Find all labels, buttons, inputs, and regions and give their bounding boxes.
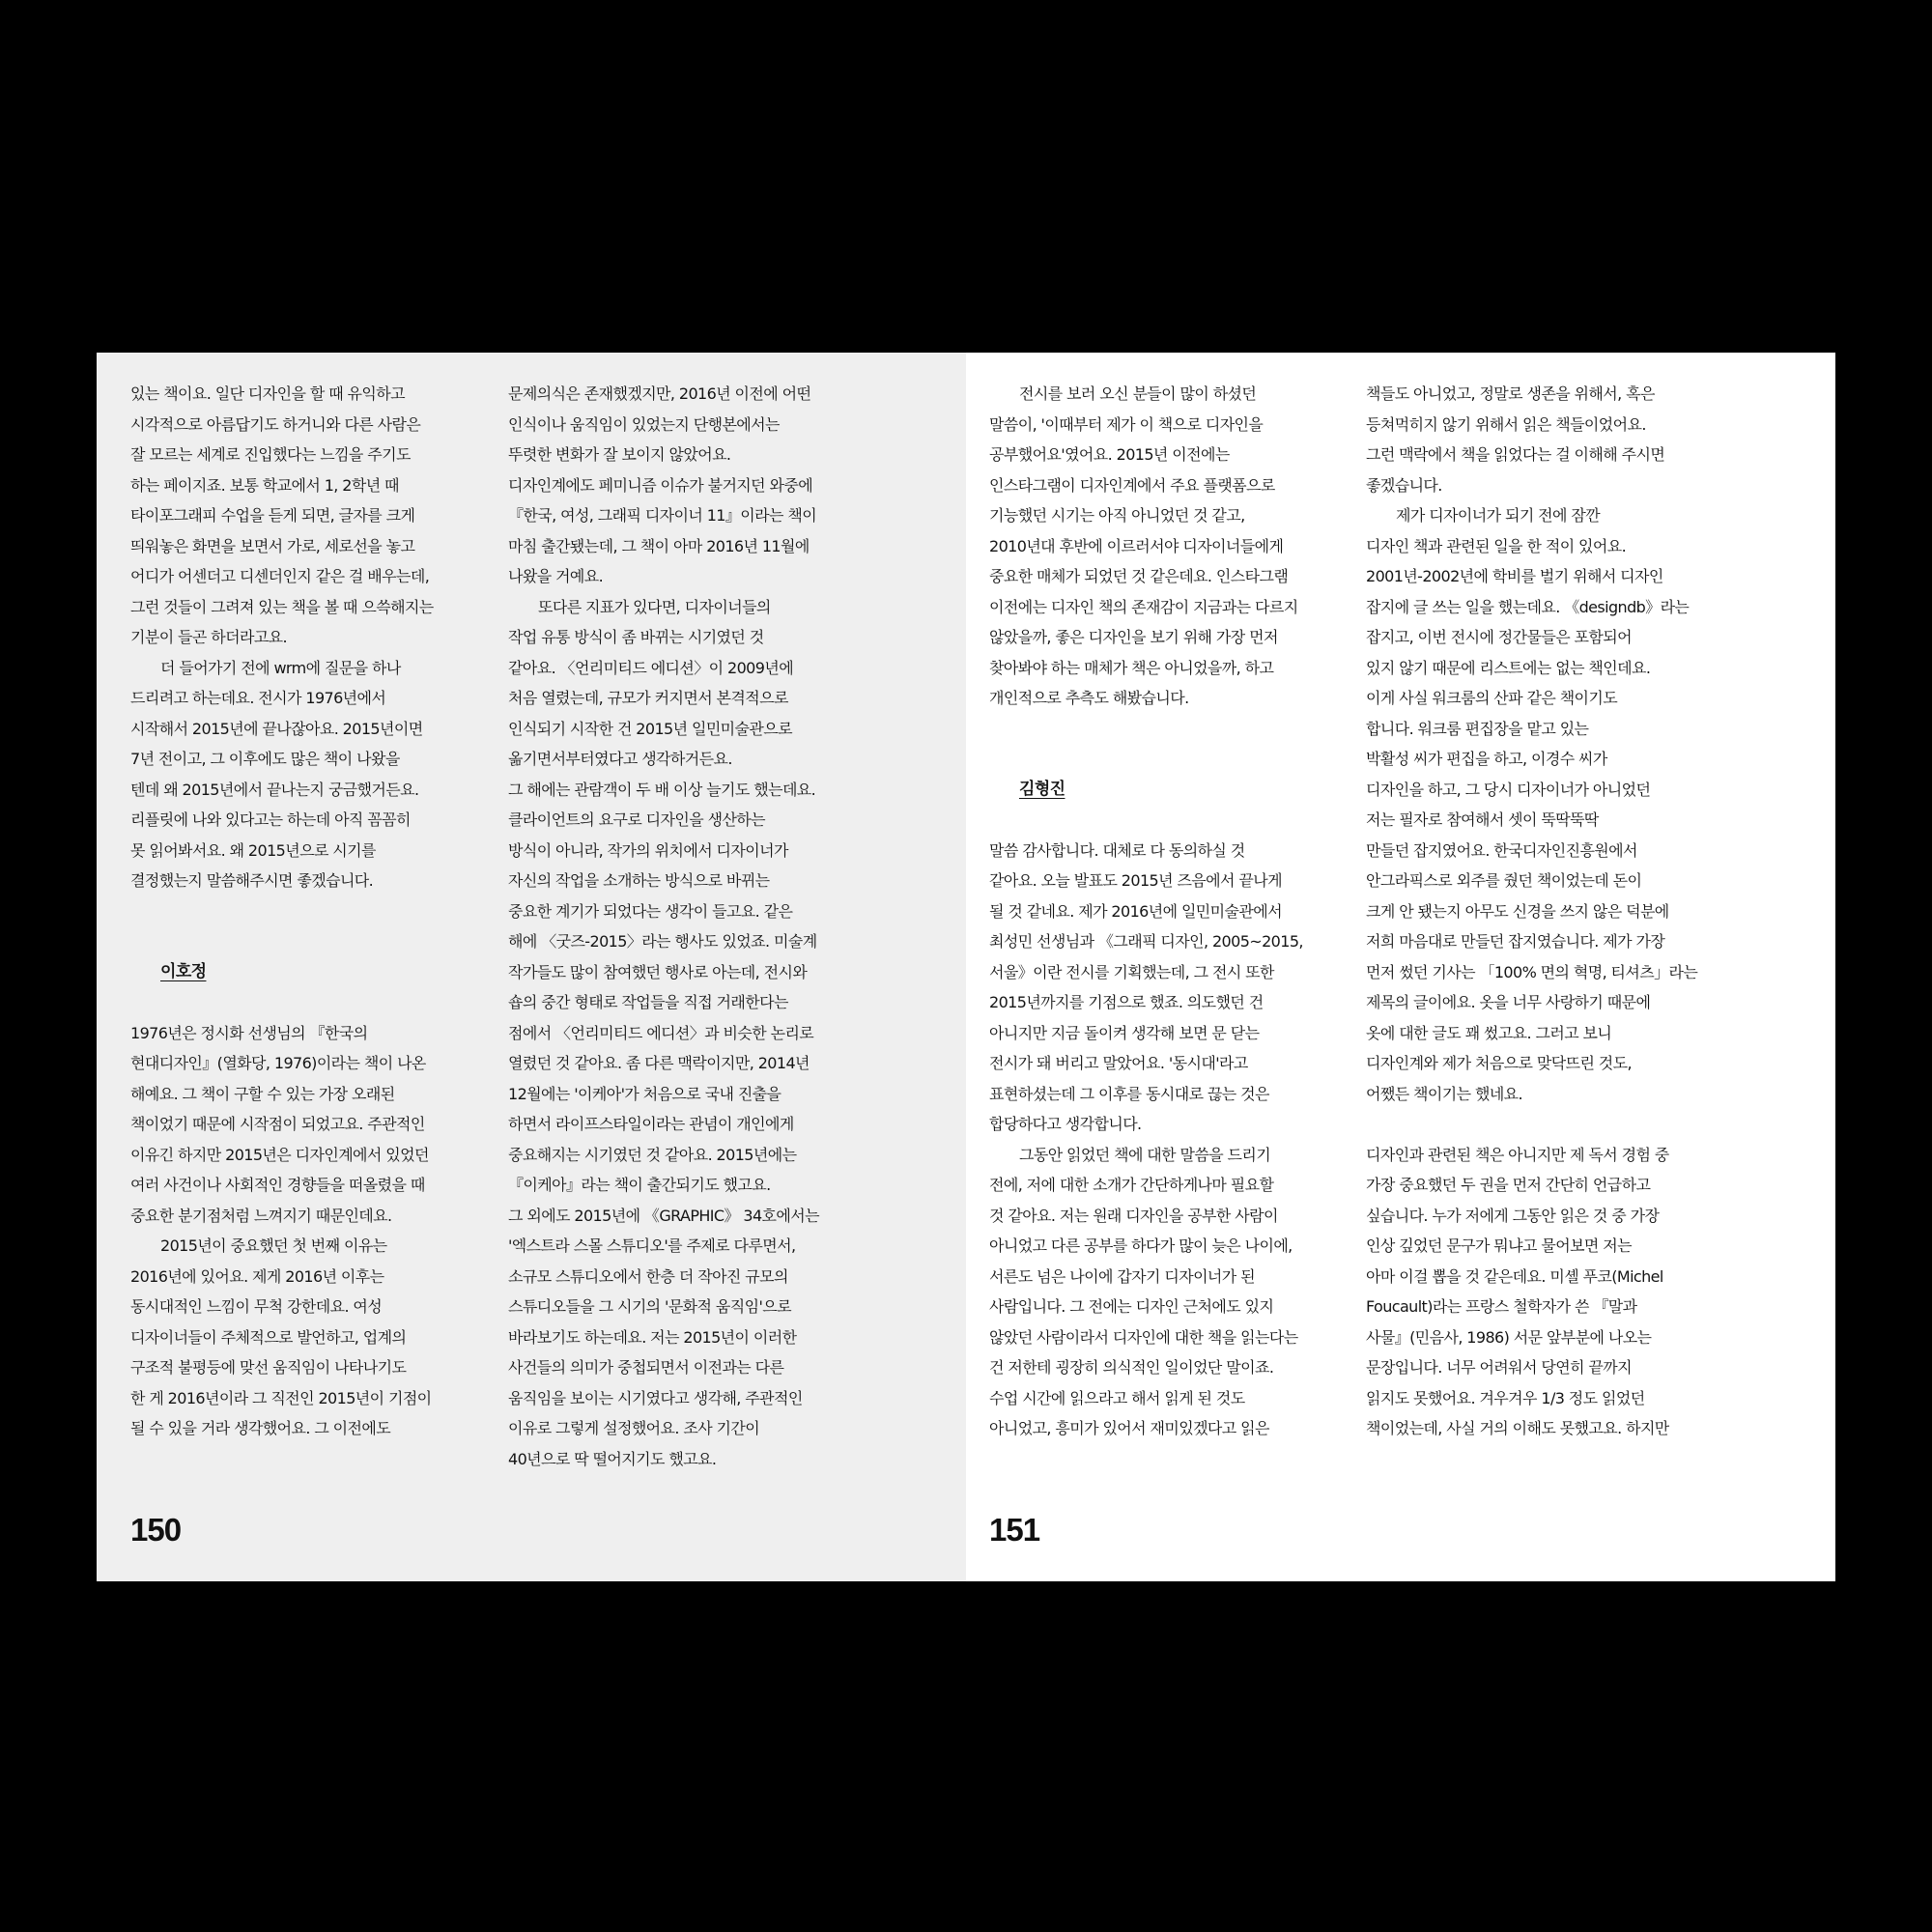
text-line: 공부했어요'였어요. 2015년 이전에는 (989, 445, 1230, 464)
text-line: 열렸던 것 같아요. 좀 다른 맥락이지만, 2014년 (508, 1054, 810, 1072)
text-line: 디자이너들이 주체적으로 발언하고, 업계의 (130, 1327, 407, 1347)
text-line: 작가들도 많이 참여했던 행사로 아는데, 전시와 (508, 962, 808, 981)
text-line: 먼저 썼던 기사는 「100% 면의 혁명, 티셔츠」라는 (1366, 962, 1698, 981)
text-line: 한 게 2016년이라 그 직전인 2015년이 기점이 (130, 1388, 432, 1407)
text-line: 될 것 같네요. 제가 2016년에 일민미술관에서 (989, 901, 1282, 921)
text-line: 어디가 어센더고 디센더인지 같은 걸 배우는데, (130, 567, 430, 585)
text-line: 인상 깊었던 문구가 뭐냐고 물어보면 저는 (1366, 1236, 1632, 1255)
text-line: 싶습니다. 누가 저에게 그동안 읽은 것 중 가장 (1366, 1206, 1660, 1225)
text-line: 타이포그래피 수업을 듣게 되면, 글자를 크게 (130, 506, 415, 525)
page-number: 150 (130, 1512, 182, 1548)
text-line: 책들도 아니었고, 정말로 생존을 위해서, 혹은 (1366, 384, 1655, 403)
text-line: 아니었고 다른 공부를 하다가 많이 늦은 나이에, (989, 1236, 1293, 1255)
text-line: 제가 디자이너가 되기 전에 잠깐 (1396, 506, 1601, 525)
text-line: 않았던 사람이라서 디자인에 대한 책을 읽는다는 (989, 1327, 1298, 1347)
text-line: 그런 맥락에서 책을 읽었다는 걸 이해해 주시면 (1366, 445, 1665, 464)
text-line: 바라보기도 하는데요. 저는 2015년이 이러한 (508, 1327, 797, 1347)
text-line: 2015년까지를 기점으로 했죠. 의도했던 건 (989, 993, 1264, 1011)
text-line: 마침 출간됐는데, 그 책이 아마 2016년 11월에 (508, 536, 810, 555)
text-line: 디자인을 하고, 그 당시 디자이너가 아니었던 (1366, 780, 1651, 799)
text-line: 스튜디오들을 그 시기의 '문화적 움직임'으로 (508, 1297, 791, 1316)
text-line: 그동안 읽었던 책에 대한 말씀을 드리기 (1019, 1145, 1271, 1164)
blank-line (130, 926, 470, 957)
page-151 (966, 353, 1835, 1581)
text-line: 디자인계와 제가 처음으로 맞닥뜨린 것도, (1366, 1054, 1632, 1072)
text-line: 하는 페이지죠. 보통 학교에서 1, 2학년 때 (130, 475, 399, 495)
blank-line (989, 744, 1329, 775)
text-line: 옷에 대한 글도 꽤 썼고요. 그러고 보니 (1366, 1023, 1612, 1042)
text-line: 클라이언트의 요구로 디자인을 생산하는 (508, 810, 766, 829)
page-151-column-2 (1366, 379, 1706, 1444)
text-line: 가장 중요했던 두 권을 먼저 간단히 언급하고 (1366, 1176, 1651, 1194)
text-line: 이게 사실 워크룸의 산파 같은 책이기도 (1366, 689, 1618, 707)
text-line: 잡지고, 이번 전시에 정간물들은 포함되어 (1366, 628, 1632, 646)
text-line: 자신의 작업을 소개하는 방식으로 바뀌는 (508, 871, 770, 890)
text-line: 인식되기 시작한 건 2015년 일민미술관으로 (508, 719, 792, 738)
page-150-column-1 (130, 379, 470, 1444)
text-line: 등쳐먹히지 않기 위해서 읽은 책들이었어요. (1366, 414, 1646, 434)
text-line: 잡지에 글 쓰는 일을 했는데요. 《designdb》라는 (1366, 597, 1690, 616)
text-line: 나왔을 거예요. (508, 567, 604, 585)
text-line: 사람입니다. 그 전에는 디자인 근처에도 있지 (989, 1297, 1274, 1316)
text-line: 그 해에는 관람객이 두 배 이상 늘기도 했는데요. (508, 780, 816, 799)
text-line: 전에, 저에 대한 소개가 간단하게나마 필요할 (989, 1176, 1274, 1194)
text-line: 못 읽어봐서요. 왜 2015년으로 시기를 (130, 840, 376, 860)
text-line: 있는 책이요. 일단 디자인을 할 때 유익하고 (130, 384, 405, 403)
text-line: 서른도 넘은 나이에 갑자기 디자이너가 된 (989, 1266, 1255, 1286)
text-line: 같아요. 〈언리미티드 에디션〉이 2009년에 (508, 658, 794, 677)
text-line: 말씀 감사합니다. 대체로 다 동의하실 것 (989, 840, 1245, 860)
text-line: 저는 필자로 참여해서 셋이 뚝딱뚝딱 (1366, 810, 1599, 829)
text-line: 드리려고 하는데요. 전시가 1976년에서 (130, 689, 386, 707)
text-line: 수업 시간에 읽으라고 해서 읽게 된 것도 (989, 1388, 1245, 1407)
text-line: 만들던 잡지였어요. 한국디자인진흥원에서 (1366, 840, 1637, 860)
text-line: 40년으로 딱 떨어지기도 했고요. (508, 1449, 717, 1468)
text-line: 7년 전이고, 그 이후에도 많은 책이 나왔을 (130, 750, 400, 768)
text-line: 2001년-2002년에 학비를 벌기 위해서 디자인 (1366, 567, 1663, 585)
book-spread (97, 353, 1835, 1581)
text-line: 더 들어가기 전에 wrm에 질문을 하나 (160, 658, 401, 677)
text-line: 디자인 책과 관련된 일을 한 적이 있어요. (1366, 536, 1627, 555)
text-line: 디자인과 관련된 책은 아니지만 제 독서 경험 중 (1366, 1145, 1669, 1164)
text-line: 읽지도 못했어요. 겨우겨우 1/3 정도 읽었던 (1366, 1388, 1645, 1407)
page-151-column-1 (989, 379, 1329, 1444)
text-line: 저희 마음대로 만들던 잡지였습니다. 제가 가장 (1366, 932, 1665, 951)
text-line: 같아요. 오늘 발표도 2015년 즈음에서 끝나게 (989, 871, 1282, 890)
text-line: 『이케아』라는 책이 출간되기도 했고요. (508, 1176, 771, 1194)
text-line: 디자인계에도 페미니즘 이슈가 불거지던 와중에 (508, 475, 813, 495)
text-line: 사건들의 의미가 중첩되면서 이전과는 다른 (508, 1358, 784, 1377)
text-line: 잘 모르는 세계로 진입했다는 느낌을 주기도 (130, 445, 411, 464)
text-line: 아니었고, 흥미가 있어서 재미있겠다고 읽은 (989, 1419, 1269, 1437)
text-line: 합당하다고 생각합니다. (989, 1115, 1142, 1133)
text-line: 책이었기 때문에 시작점이 되었고요. 주관적인 (130, 1115, 425, 1133)
text-line: 2016년에 있어요. 제게 2016년 이후는 (130, 1266, 384, 1286)
text-line: 처음 열렸는데, 규모가 커지면서 본격적으로 (508, 689, 788, 707)
text-line: 구조적 불평등에 맞선 움직임이 나타나기도 (130, 1358, 407, 1377)
text-line: 박활성 씨가 편집을 하고, 이경수 씨가 (1366, 750, 1607, 768)
text-line: 해에 〈굿즈-2015〉라는 행사도 있었죠. 미술계 (508, 932, 817, 951)
text-line: 또다른 지표가 있다면, 디자이너들의 (538, 597, 771, 616)
text-line: 그런 것들이 그려져 있는 책을 볼 때 으쓱해지는 (130, 597, 434, 616)
text-line: 하면서 라이프스타일이라는 관념이 개인에게 (508, 1115, 794, 1133)
text-line: 않았을까, 좋은 디자인을 보기 위해 가장 먼저 (989, 628, 1278, 646)
speaker-name: 이호정 (160, 961, 207, 981)
text-line: 동시대적인 느낌이 무척 강한데요. 여성 (130, 1297, 383, 1316)
text-line: 서울》이란 전시를 기획했는데, 그 전시 또한 (989, 962, 1274, 981)
text-line: 것 같아요. 저는 원래 디자인을 공부한 사람이 (989, 1206, 1278, 1225)
text-line: 텐데 왜 2015년에서 끝나는지 궁금했거든요. (130, 780, 419, 799)
text-line: 책이었는데, 사실 거의 이해도 못했고요. 하지만 (1366, 1419, 1669, 1437)
text-line: 최성민 선생님과 《그래픽 디자인, 2005~2015, (989, 932, 1303, 951)
text-line: 말씀이, '이때부터 제가 이 책으로 디자인을 (989, 414, 1264, 434)
text-line: 현대디자인』(열화당, 1976)이라는 책이 나온 (130, 1054, 426, 1072)
text-line: 움직임을 보이는 시기였다고 생각해, 주관적인 (508, 1388, 803, 1407)
text-line: 문제의식은 존재했겠지만, 2016년 이전에 어떤 (508, 384, 811, 403)
text-line: 개인적으로 추측도 해봤습니다. (989, 689, 1189, 707)
text-line: 여러 사건이나 사회적인 경향들을 떠올렸을 때 (130, 1176, 425, 1194)
text-line: 안그라픽스로 외주를 줬던 책이었는데 돈이 (1366, 871, 1642, 890)
text-line: 방식이 아니라, 작가의 위치에서 디자이너가 (508, 840, 788, 860)
text-line: 시작해서 2015년에 끝나잖아요. 2015년이면 (130, 719, 423, 738)
text-line: 인식이나 움직임이 있었는지 단행본에서는 (508, 414, 780, 434)
text-line: 리플릿에 나와 있다고는 하는데 아직 꼼꼼히 (130, 810, 411, 829)
text-line: 아니지만 지금 돌이켜 생각해 보면 문 닫는 (989, 1023, 1260, 1042)
text-line: 인스타그램이 디자인계에서 주요 플랫폼으로 (989, 475, 1275, 495)
text-line: 그 외에도 2015년에 《GRAPHIC》 34호에서는 (508, 1206, 819, 1225)
text-line: 점에서 〈언리미티드 에디션〉과 비슷한 논리로 (508, 1023, 814, 1042)
text-line: 이유로 그렇게 설정했어요. 조사 기간이 (508, 1419, 760, 1437)
blank-line (130, 987, 470, 1018)
text-line: 1976년은 정시화 선생님의 『한국의 (130, 1023, 368, 1042)
text-line: 『한국, 여성, 그래픽 디자이너 11』이라는 책이 (508, 506, 817, 525)
speaker-name: 김형진 (1019, 779, 1065, 799)
page-number: 151 (989, 1512, 1040, 1548)
blank-line (1366, 1109, 1706, 1140)
text-line: 띄워놓은 화면을 보면서 가로, 세로선을 놓고 (130, 536, 415, 555)
text-line: 좋겠습니다. (1366, 475, 1442, 495)
text-line: 12월에는 '이케아'가 처음으로 국내 진출을 (508, 1084, 781, 1103)
text-line: 2010년대 후반에 이르러서야 디자이너들에게 (989, 536, 1284, 555)
text-line: '엑스트라 스몰 스튜디오'를 주제로 다루면서, (508, 1236, 796, 1255)
blank-line (130, 896, 470, 927)
text-line: 옮기면서부터였다고 생각하거든요. (508, 750, 732, 768)
page-150 (97, 353, 966, 1581)
text-line: 결정했는지 말씀해주시면 좋겠습니다. (130, 871, 374, 890)
text-line: 2015년이 중요했던 첫 번째 이유는 (160, 1236, 387, 1255)
text-line: 작업 유통 방식이 좀 바뀌는 시기였던 것 (508, 628, 764, 646)
text-line: 어쨌든 책이기는 했네요. (1366, 1084, 1523, 1103)
blank-line (989, 805, 1329, 836)
text-line: 숍의 중간 형태로 작업들을 직접 거래한다는 (508, 993, 788, 1011)
text-line: 문장입니다. 너무 어려워서 당연히 끝까지 (1366, 1358, 1632, 1377)
text-line: 표현하셨는데 그 이후를 동시대로 끊는 것은 (989, 1084, 1269, 1103)
text-line: 크게 안 됐는지 아무도 신경을 쓰지 않은 덕분에 (1366, 901, 1669, 921)
text-line: 중요해지는 시기였던 것 같아요. 2015년에는 (508, 1145, 797, 1164)
text-line: 전시가 돼 버리고 말았어요. '동시대'라고 (989, 1054, 1248, 1072)
text-line: 사물』(민음사, 1986) 서문 앞부분에 나오는 (1366, 1327, 1652, 1347)
text-line: 해예요. 그 책이 구할 수 있는 가장 오래된 (130, 1084, 395, 1103)
text-line: Foucault)라는 프랑스 철학자가 쓴 『말과 (1366, 1297, 1637, 1316)
text-line: 중요한 계기가 되었다는 생각이 들고요. 같은 (508, 901, 793, 921)
text-line: 아마 이걸 뽑을 것 같은데요. 미셸 푸코(Michel (1366, 1266, 1663, 1286)
text-line: 시각적으로 아름답기도 하거니와 다른 사람은 (130, 414, 421, 434)
text-line: 기능했던 시기는 아직 아니었던 것 같고, (989, 506, 1245, 525)
page-150-column-2 (508, 379, 848, 1474)
text-line: 전시를 보러 오신 분들이 많이 하셨던 (1019, 384, 1257, 403)
text-line: 찾아봐야 하는 매체가 책은 아니었을까, 하고 (989, 658, 1274, 677)
text-line: 중요한 분기점처럼 느껴지기 때문인데요. (130, 1206, 392, 1225)
blank-line (989, 714, 1329, 745)
text-line: 뚜렷한 변화가 잘 보이지 않았어요. (508, 445, 731, 464)
text-line: 제목의 글이에요. 옷을 너무 사랑하기 때문에 (1366, 993, 1651, 1011)
text-line: 건 저한테 굉장히 의식적인 일이었단 말이죠. (989, 1358, 1274, 1377)
text-line: 이유긴 하지만 2015년은 디자인계에서 있었던 (130, 1145, 429, 1164)
text-line: 소규모 스튜디오에서 한층 더 작아진 규모의 (508, 1266, 788, 1286)
text-line: 중요한 매체가 되었던 것 같은데요. 인스타그램 (989, 567, 1289, 585)
text-line: 이전에는 디자인 책의 존재감이 지금과는 다르지 (989, 597, 1298, 616)
text-line: 기분이 들곤 하더라고요. (130, 628, 288, 646)
text-line: 합니다. 워크룸 편집장을 맡고 있는 (1366, 719, 1589, 738)
text-line: 될 수 있을 거라 생각했어요. 그 이전에도 (130, 1419, 391, 1437)
text-line: 있지 않기 때문에 리스트에는 없는 책인데요. (1366, 658, 1651, 677)
